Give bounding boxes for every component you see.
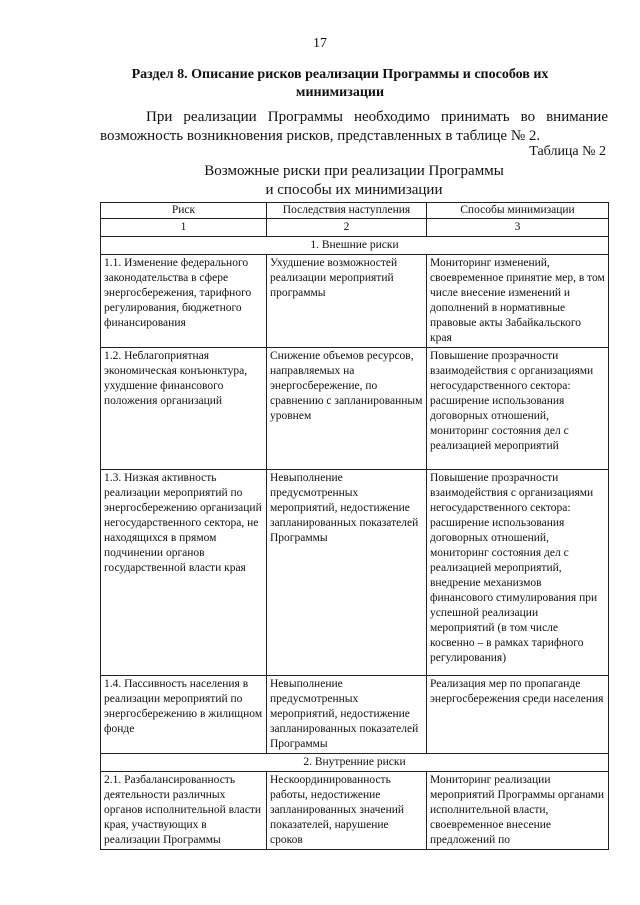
- consequence-cell: Невыполнение предусмотренных мероприятий, недостижение запланированных показателей Программы: [267, 676, 427, 754]
- group-title: 2. Внутренние риски: [101, 754, 609, 772]
- risk-cell: 1.4. Пассивность населения в реализации мероприятий по энергосбережению в жилищном фонде: [101, 676, 267, 754]
- column-number-row: [101, 219, 609, 237]
- header-row: [101, 203, 609, 219]
- intro-paragraph: При реализации Программы необходимо принимать во внимание возможность возникновения рисков, представленных в таблице № 2.: [100, 109, 608, 144]
- column-number: 3: [427, 219, 609, 237]
- section-title: Раздел 8. Описание рисков реализации Программы и способов их минимизации: [131, 67, 549, 100]
- table-caption: [100, 162, 608, 200]
- column-number: 2: [267, 219, 427, 237]
- table-caption-line-2: и способы их минимизации: [265, 182, 443, 198]
- group-title: 1. Внешние риски: [101, 237, 609, 255]
- column-number: 1: [101, 219, 267, 237]
- table-row: [101, 676, 609, 754]
- group-row-internal: [101, 754, 609, 772]
- table-row: [101, 772, 609, 850]
- page-number: 17: [313, 36, 327, 51]
- table-number: Таблица № 2: [529, 144, 606, 159]
- risk-cell: 1.3. Низкая активность реализации мероприятий по энергосбережению организаций негосударственного сектора, не находящихся в прямом подчинении органов государственной власти края: [101, 470, 267, 676]
- table-row: [101, 470, 609, 676]
- header-consequences: Последствия наступления: [267, 203, 427, 219]
- header-risk: Риск: [101, 203, 267, 219]
- group-row-external: [101, 237, 609, 255]
- mitigation-cell: Мониторинг реализации мероприятий Программы органами исполнительной власти, своевременное внесение предложений по: [427, 772, 609, 850]
- table-row: [101, 348, 609, 470]
- mitigation-cell: Мониторинг изменений, своевременное принятие мер, в том числе внесение изменений и дополнений в нормативные правовые акты Забайкальского края: [427, 255, 609, 348]
- table-caption-line-1: Возможные риски при реализации Программы: [204, 163, 504, 179]
- consequence-cell: Нескоординированность работы, недостижение запланированных значений показателей, нарушение сроков: [267, 772, 427, 850]
- mitigation-cell: Реализация мер по пропаганде энергосбережения среди населения: [427, 676, 609, 754]
- mitigation-cell: Повышение прозрачности взаимодействия с организациями негосударственного сектора: расширение использования договорных отношений, мониторинг состояния дел с реализацией мероприятий, внедрение механизмов финансового стимулирования при успешной реализации мероприятий (в том числе косвенно – в рамках тарифного регулирования): [427, 470, 609, 676]
- consequence-cell: Невыполнение предусмотренных мероприятий, недостижение запланированных показателей Программы: [267, 470, 427, 676]
- consequence-cell: Снижение объемов ресурсов, направляемых на энергосбережение, по сравнению с запланированным уровнем: [267, 348, 427, 470]
- mitigation-cell: Повышение прозрачности взаимодействия с организациями негосударственного сектора: расширение использования договорных отношений, мониторинг состояния дел с реализацией мероприятий: [427, 348, 609, 470]
- consequence-cell: Ухудшение возможностей реализации мероприятий программы: [267, 255, 427, 348]
- risk-cell: 2.1. Разбалансированность деятельности различных органов исполнительной власти края, участвующих в реализации Программы: [101, 772, 267, 850]
- table-row: [101, 255, 609, 348]
- risks-table: [100, 202, 609, 850]
- header-mitigation: Способы минимизации: [427, 203, 609, 219]
- risk-cell: 1.2. Неблагоприятная экономическая конъюнктура, ухудшение финансового положения организаций: [101, 348, 267, 470]
- risk-cell: 1.1. Изменение федерального законодательства в сфере энергосбережения, тарифного регулирования, бюджетного финансирования: [101, 255, 267, 348]
